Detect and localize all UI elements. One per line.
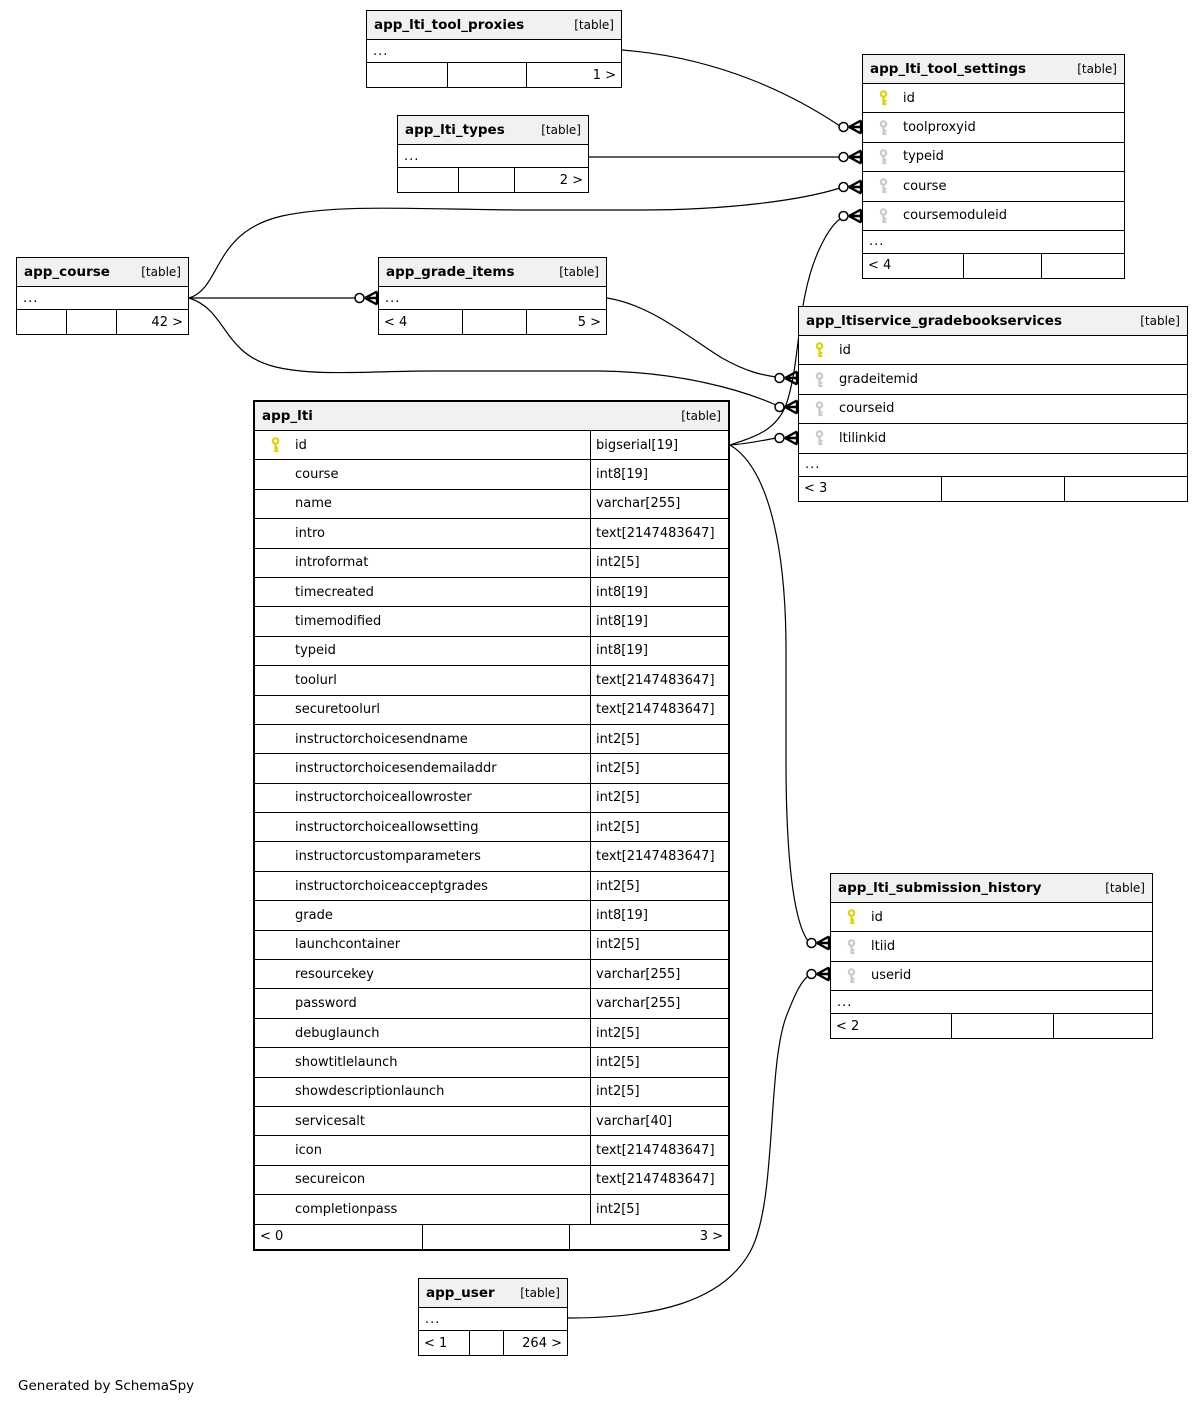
cardinality-circle-icon: [807, 970, 816, 979]
hidden-columns-ellipsis: ...: [17, 287, 188, 310]
column-row-instructorchoicesendname: [255, 725, 728, 754]
hidden-columns-ellipsis: ...: [379, 287, 606, 310]
column-type: int8[19]: [590, 607, 648, 635]
foreign-key-icon: [878, 120, 889, 136]
column-name: course: [295, 467, 339, 483]
column-name: showdescriptionlaunch: [295, 1084, 445, 1100]
column-row-id: [863, 84, 1124, 113]
column-name: id: [295, 437, 307, 453]
table-app_grade_items: [378, 257, 607, 335]
key-icon-cell: [255, 437, 295, 453]
footer-cell-0: < 1: [424, 1335, 448, 1351]
column-name: toolurl: [295, 672, 337, 688]
foreign-key-icon: [846, 968, 857, 984]
table-footer: [17, 310, 188, 334]
primary-key-icon: [846, 909, 857, 925]
table-name-app_lti_tool_proxies[interactable]: app_lti_tool_proxies: [374, 17, 525, 33]
table-app_lti_tool_proxies: [366, 10, 622, 88]
column-type: text[2147483647]: [590, 1136, 715, 1164]
table-tag: [table]: [541, 123, 581, 137]
column-row-completionpass: [255, 1195, 728, 1224]
column-row-typeid: [255, 637, 728, 666]
primary-key-icon: [878, 90, 889, 106]
table-app_lti_tool_settings: [862, 54, 1125, 279]
table-app_user: [418, 1278, 568, 1356]
footer-cell-1: [941, 477, 1064, 501]
relation-app_lti.id-to-app_lti_submission_history.ltiid: [730, 445, 829, 950]
column-type: int2[5]: [590, 931, 640, 959]
crowfoot-arrow-icon: [365, 292, 377, 305]
key-icon-cell: [831, 968, 871, 984]
relation-app_lti.id-to-app_ltiservice_gradebookservices.ltilinkid: [730, 432, 797, 446]
table-header: [799, 307, 1187, 336]
column-type: int2[5]: [590, 813, 640, 841]
column-name: debuglaunch: [295, 1025, 380, 1041]
column-row-id: [831, 903, 1152, 932]
hidden-columns-ellipsis: ...: [367, 40, 621, 63]
hidden-columns-ellipsis: ...: [419, 1308, 567, 1331]
relation-app_lti_types-to-app_lti_tool_settings.typeid: [589, 151, 861, 164]
table-app_lti_types: [397, 115, 589, 193]
column-name: servicesalt: [295, 1113, 366, 1129]
table-header: [255, 402, 728, 431]
hidden-columns-ellipsis: ...: [398, 145, 588, 168]
crowfoot-arrow-icon: [849, 151, 861, 164]
table-header: [863, 55, 1124, 84]
footer-cell-0: < 4: [868, 258, 892, 274]
column-row-debuglaunch: [255, 1019, 728, 1048]
relation-line: [730, 445, 808, 941]
column-row-instructorchoicesendemailaddr: [255, 754, 728, 783]
column-row-toolurl: [255, 666, 728, 695]
column-type: text[2147483647]: [590, 1166, 715, 1194]
column-name: userid: [871, 968, 912, 984]
footer-cell-2: 264 >: [503, 1331, 567, 1355]
column-row-instructorchoiceacceptgrades: [255, 872, 728, 901]
footer-cell-0: < 3: [804, 481, 828, 497]
cardinality-circle-icon: [775, 434, 784, 443]
crowfoot-arrow-icon: [849, 181, 861, 194]
foreign-key-icon: [846, 939, 857, 955]
foreign-key-icon: [814, 401, 825, 417]
table-tag: [table]: [681, 409, 721, 423]
footer-cell-1: [422, 1225, 569, 1249]
column-row-course: [863, 172, 1124, 201]
relation-app_course-to-app_grade_items: [189, 292, 377, 305]
column-name: ltiid: [871, 939, 896, 955]
column-row-password: [255, 989, 728, 1018]
cardinality-circle-icon: [839, 212, 848, 221]
table-footer: [863, 254, 1124, 278]
footer-cell-1: [469, 1331, 503, 1355]
table-footer: [419, 1331, 567, 1355]
relation-app_lti_tool_proxies-to-app_lti_tool_settings.toolproxyid: [622, 50, 861, 134]
column-name: instructorchoicesendname: [295, 731, 468, 747]
table-footer: [398, 168, 588, 192]
key-icon-cell: [799, 372, 839, 388]
footer-cell-2: [1053, 1014, 1152, 1038]
column-name: id: [903, 90, 915, 106]
column-row-resourcekey: [255, 960, 728, 989]
table-header: [831, 874, 1152, 903]
column-row-introformat: [255, 549, 728, 578]
column-row-toolproxyid: [863, 113, 1124, 142]
column-row-intro: [255, 519, 728, 548]
column-type: text[2147483647]: [590, 519, 715, 547]
table-tag: [table]: [141, 265, 181, 279]
table-name-app_user[interactable]: app_user: [426, 1285, 495, 1301]
table-header: [419, 1279, 567, 1308]
column-type: bigserial[19]: [590, 431, 678, 459]
key-icon-cell: [863, 120, 903, 136]
column-row-course: [255, 460, 728, 489]
column-type: int2[5]: [590, 725, 640, 753]
column-type: int2[5]: [590, 784, 640, 812]
table-tag: [table]: [1077, 62, 1117, 76]
footer-cell-1: [462, 310, 526, 334]
key-icon-cell: [863, 149, 903, 165]
cardinality-circle-icon: [839, 123, 848, 132]
table-name-app_lti_tool_settings[interactable]: app_lti_tool_settings: [870, 61, 1027, 77]
column-type: int2[5]: [590, 872, 640, 900]
footer-cell-2: 2 >: [514, 168, 588, 192]
column-row-name: [255, 490, 728, 519]
key-icon-cell: [831, 939, 871, 955]
foreign-key-icon: [814, 430, 825, 446]
column-type: int8[19]: [590, 637, 648, 665]
column-type: varchar[255]: [590, 960, 680, 988]
table-footer: [255, 1225, 728, 1249]
column-name: launchcontainer: [295, 937, 401, 953]
column-name: grade: [295, 907, 333, 923]
hidden-columns-ellipsis: ...: [863, 231, 1124, 254]
table-app_lti: [253, 400, 730, 1251]
table-header: [17, 258, 188, 287]
generated-by-credit: Generated by SchemaSpy: [18, 1378, 195, 1394]
footer-cell-2: [1041, 254, 1124, 278]
column-row-timemodified: [255, 607, 728, 636]
column-type: int2[5]: [590, 1048, 640, 1076]
column-name: securetoolurl: [295, 702, 381, 718]
crowfoot-arrow-icon: [785, 372, 797, 385]
table-app_course: [16, 257, 189, 335]
key-icon-cell: [863, 90, 903, 106]
key-icon-cell: [799, 401, 839, 417]
column-name: gradeitemid: [839, 372, 919, 388]
column-row-ltiid: [831, 932, 1152, 961]
table-footer: [367, 63, 621, 87]
column-name: id: [871, 909, 883, 925]
column-name: toolproxyid: [903, 120, 976, 136]
relation-line: [607, 298, 776, 377]
column-row-grade: [255, 901, 728, 930]
table-app_lti_submission_history: [830, 873, 1153, 1039]
column-name: timemodified: [295, 614, 382, 630]
footer-cell-0: < 4: [384, 314, 408, 330]
table-tag: [table]: [1105, 881, 1145, 895]
table-name-app_lti_types[interactable]: app_lti_types: [405, 122, 505, 138]
relation-app_grade_items-to-app_ltiservice_gradebookservices.gradeitemid: [607, 298, 797, 385]
table-footer: [379, 310, 606, 334]
key-icon-cell: [863, 208, 903, 224]
footer-cell-1: [951, 1014, 1053, 1038]
column-name: typeid: [903, 149, 944, 165]
crowfoot-arrow-icon: [785, 432, 797, 445]
column-name: instructorcustomparameters: [295, 849, 481, 865]
footer-cell-2: 5 >: [526, 310, 606, 334]
foreign-key-icon: [878, 208, 889, 224]
column-name: instructorchoiceacceptgrades: [295, 878, 488, 894]
column-type: int8[19]: [590, 578, 648, 606]
cardinality-circle-icon: [839, 183, 848, 192]
table-footer: [799, 477, 1187, 501]
column-type: int2[5]: [590, 1078, 640, 1106]
column-row-typeid: [863, 143, 1124, 172]
key-icon-cell: [799, 342, 839, 358]
column-type: varchar[255]: [590, 989, 680, 1017]
footer-cell-0: [398, 168, 458, 192]
column-name: secureicon: [295, 1172, 366, 1188]
column-row-timecreated: [255, 578, 728, 607]
cardinality-circle-icon: [355, 294, 364, 303]
column-type: int8[19]: [590, 901, 648, 929]
foreign-key-icon: [878, 178, 889, 194]
column-name: instructorchoiceallowroster: [295, 790, 472, 806]
table-name-app_grade_items[interactable]: app_grade_items: [386, 264, 515, 280]
column-row-id: [799, 336, 1187, 365]
column-type: varchar[255]: [590, 490, 680, 518]
column-type: int8[19]: [590, 460, 648, 488]
column-name: courseid: [839, 401, 895, 417]
column-row-gradeitemid: [799, 365, 1187, 394]
crowfoot-arrow-icon: [817, 937, 829, 950]
column-row-ltilinkid: [799, 424, 1187, 453]
column-row-servicesalt: [255, 1107, 728, 1136]
column-row-instructorchoiceallowroster: [255, 784, 728, 813]
relation-line: [730, 438, 776, 445]
footer-cell-2: 3 >: [569, 1225, 728, 1249]
crowfoot-arrow-icon: [849, 121, 861, 134]
column-row-coursemoduleid: [863, 202, 1124, 231]
table-name-app_course[interactable]: app_course: [24, 264, 110, 280]
column-name: course: [903, 178, 947, 194]
crowfoot-arrow-icon: [817, 968, 829, 981]
cardinality-circle-icon: [807, 939, 816, 948]
column-type: text[2147483647]: [590, 696, 715, 724]
relation-line: [622, 50, 840, 126]
column-type: int2[5]: [590, 549, 640, 577]
table-tag: [table]: [574, 18, 614, 32]
column-name: password: [295, 996, 357, 1012]
column-row-icon: [255, 1136, 728, 1165]
footer-cell-0: [17, 310, 66, 334]
column-name: typeid: [295, 643, 336, 659]
footer-cell-1: [447, 63, 526, 87]
table-tag: [table]: [559, 265, 599, 279]
table-footer: [831, 1014, 1152, 1038]
column-name: resourcekey: [295, 966, 374, 982]
table-header: [398, 116, 588, 145]
column-name: coursemoduleid: [903, 208, 1008, 224]
column-type: text[2147483647]: [590, 666, 715, 694]
column-row-userid: [831, 962, 1152, 991]
column-row-courseid: [799, 395, 1187, 424]
key-icon-cell: [863, 178, 903, 194]
footer-cell-2: 1 >: [526, 63, 621, 87]
footer-cell-1: [458, 168, 514, 192]
footer-cell-0: < 0: [260, 1229, 284, 1245]
table-tag: [table]: [520, 1286, 560, 1300]
column-type: int2[5]: [590, 754, 640, 782]
column-name: intro: [295, 525, 325, 541]
footer-cell-2: 42 >: [116, 310, 188, 334]
column-type: int2[5]: [590, 1019, 640, 1047]
column-row-securetoolurl: [255, 696, 728, 725]
primary-key-icon: [270, 437, 281, 453]
hidden-columns-ellipsis: ...: [799, 454, 1187, 477]
key-icon-cell: [831, 909, 871, 925]
column-name: id: [839, 342, 851, 358]
column-row-launchcontainer: [255, 931, 728, 960]
column-name: completionpass: [295, 1201, 398, 1217]
column-type: text[2147483647]: [590, 842, 715, 870]
table-header: [367, 11, 621, 40]
column-name: timecreated: [295, 584, 374, 600]
column-name: showtitlelaunch: [295, 1054, 398, 1070]
footer-cell-1: [963, 254, 1041, 278]
table-name-app_ltiservice_gradebookservices[interactable]: app_ltiservice_gradebookservices: [806, 313, 1062, 329]
table-app_ltiservice_gradebookservices: [798, 306, 1188, 502]
column-name: name: [295, 496, 332, 512]
crowfoot-arrow-icon: [849, 210, 861, 223]
key-icon-cell: [799, 430, 839, 446]
column-row-instructorchoiceallowsetting: [255, 813, 728, 842]
footer-cell-1: [66, 310, 116, 334]
column-row-instructorcustomparameters: [255, 842, 728, 871]
column-row-id: [255, 431, 728, 460]
cardinality-circle-icon: [775, 374, 784, 383]
column-type: int2[5]: [590, 1195, 640, 1223]
footer-cell-2: [1064, 477, 1187, 501]
cardinality-circle-icon: [775, 403, 784, 412]
cardinality-circle-icon: [839, 153, 848, 162]
column-row-showtitlelaunch: [255, 1048, 728, 1077]
table-name-app_lti_submission_history[interactable]: app_lti_submission_history: [838, 880, 1042, 896]
footer-cell-0: < 2: [836, 1018, 860, 1034]
column-name: introformat: [295, 555, 369, 571]
column-name: icon: [295, 1143, 322, 1159]
column-type: varchar[40]: [590, 1107, 672, 1135]
table-header: [379, 258, 606, 287]
foreign-key-icon: [814, 372, 825, 388]
column-name: ltilinkid: [839, 430, 887, 446]
table-name-app_lti[interactable]: app_lti: [262, 408, 313, 424]
table-tag: [table]: [1140, 314, 1180, 328]
column-row-showdescriptionlaunch: [255, 1078, 728, 1107]
footer-cell-0: [367, 63, 447, 87]
column-row-secureicon: [255, 1166, 728, 1195]
column-name: instructorchoiceallowsetting: [295, 819, 479, 835]
primary-key-icon: [814, 342, 825, 358]
column-name: instructorchoicesendemailaddr: [295, 760, 497, 776]
foreign-key-icon: [878, 149, 889, 165]
hidden-columns-ellipsis: ...: [831, 991, 1152, 1014]
